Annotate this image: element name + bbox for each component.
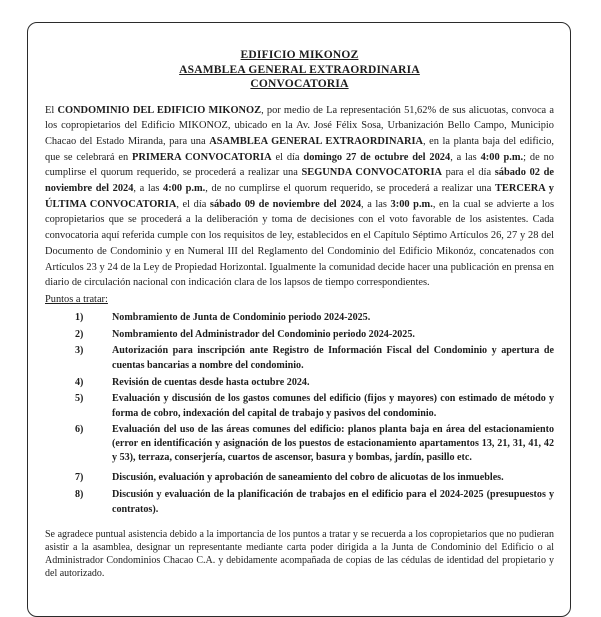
intro-bold-run: 3:00 p.m. — [390, 198, 433, 210]
intro-text-run: ; de no cumplirse el quorum requerido, se procederá a realizar una — [45, 151, 554, 179]
agenda-item — [75, 327, 554, 342]
intro-text-run: , de no cumplirse el quorum requerido, se procederá a realizar una — [205, 183, 495, 195]
agenda-item-text: Discusión y evaluación de la planificación de trabajos en el edificio para el 2024-2025 (presupuestos y contratos). — [112, 488, 554, 515]
agenda-item-number: 8) — [75, 488, 84, 500]
agenda-list — [75, 310, 554, 516]
intro-text-run: , a las — [361, 198, 391, 210]
intro-text-run: , en la cual se advierte a los copropietarios que se procederá a la deliberación y toma de decisiones con el voto favorable de los asistentes. Cada convocatoria aquí referida cumple con los requisitos de ley, establecidos en el Capítulo Séptimo Artículos 26, 27 y 28 del Documento de Condominio y en Numeral III del Reglamento del Condominio del Edificio Mikonóz, concatenados con Artículos 23 y 24 de la Ley de Propiedad Horizontal. Igualmente la comunidad decide hacer una publicación en prensa en diario de circulación nacional con indicación clara de los lapsos de tiempo correspondientes. — [45, 198, 554, 289]
intro-bold-run: TERCERA y ÚLTIMA CONVOCATORIA — [45, 183, 555, 210]
closing-paragraph: Se agradece puntual asistencia debido a la importancia de los puntos a tratar y se recuerda a los copropietarios que no pudieran asistir a la asamblea, designar un representante mediante carta poder dirigida a la Junta de Condominio del Edificio o al Administrador Condominios Chacao C.A. y debidamente acompañada de copias de las cédulas de identidad del propietario y del autorizado. — [45, 528, 554, 580]
intro-bold-run: sábado 02 de noviembre del 2024 — [45, 167, 555, 195]
agenda-heading-text: Puntos a tratar: — [45, 293, 108, 305]
document-content — [28, 23, 570, 581]
agenda-item — [75, 310, 554, 325]
document-border-frame — [27, 22, 571, 617]
agenda-item-text: Autorización para inscripción ante Registro de Información Fiscal del Condominio y apertura de cuentas bancarias a nombre del condominio. — [112, 345, 554, 372]
agenda-item-number: 4) — [75, 376, 84, 388]
agenda-item — [75, 423, 554, 464]
document-title-line-2: ASAMBLEA GENERAL EXTRAORDINARIA — [179, 63, 420, 76]
agenda-item-text: Nombramiento de Junta de Condominio periodo 2024-2025. — [112, 312, 371, 324]
intro-text-run: para el día — [442, 167, 495, 179]
intro-text-run: , por medio de La representación 51,62% de sus alicuotas, convoca a los copropietarios del Edificio MIKONOZ, ubicado en la Av. José Félix Sosa, Urbanización Bello Campo, Municipio Chacao del Estado Miranda, para una — [45, 104, 554, 147]
intro-bold-run: domingo 27 de octubre del 2024 — [303, 151, 451, 163]
agenda-item-text: Discusión, evaluación y aprobación de saneamiento del cobro de alicuotas de los inmuebles. — [112, 472, 504, 484]
agenda-item — [75, 375, 554, 390]
agenda-item — [75, 391, 554, 421]
agenda-item-text: Revisión de cuentas desde hasta octubre 2024. — [112, 376, 310, 388]
document-title — [45, 48, 554, 92]
intro-text-run: , en la planta baja del edificio, que se celebrará en — [45, 135, 554, 163]
intro-text-run: , el día — [176, 198, 210, 210]
intro-bold-run: 4:00 p.m. — [480, 151, 524, 163]
agenda-item-text: Evaluación del uso de las áreas comunes del edificio: planos planta baja en área del estacionamiento (error en identificación y asignación de los puestos de estacionamiento apartamentos 13, 21, 31, 41, 42 y 53), terraza, conserjería, cuartos de ascensor, basura y bombas, jardín, pasillo etc. — [112, 423, 554, 463]
agenda-item-number: 7) — [75, 472, 84, 484]
agenda-item-text: Evaluación y discusión de los gastos comunes del edificio (fijos y mayores) con estimado de método y forma de cobro, indexación del capital de trabajo y pasivos del condominio. — [112, 393, 554, 420]
agenda-item — [75, 487, 554, 517]
intro-text-run: El — [45, 104, 58, 116]
intro-text-run: el día — [271, 151, 304, 163]
document-title-line-3: CONVOCATORIA — [250, 78, 349, 90]
agenda-heading — [45, 292, 554, 308]
agenda-item-number: 2) — [75, 328, 84, 340]
agenda-item — [75, 343, 554, 373]
intro-text-run: , a las — [133, 183, 163, 195]
agenda-item — [75, 470, 554, 485]
agenda-item-number: 1) — [75, 312, 84, 324]
intro-bold-run: ASAMBLEA GENERAL EXTRAORDINARIA — [209, 135, 423, 147]
agenda-item-text: Nombramiento del Administrador del Condominio periodo 2024-2025. — [112, 328, 415, 340]
intro-bold-run: SEGUNDA CONVOCATORIA — [301, 167, 442, 179]
intro-text-run: , a las — [450, 151, 481, 163]
intro-bold-run: 4:00 p.m. — [163, 183, 206, 195]
intro-paragraph — [45, 103, 554, 291]
document-title-line-1: EDIFICIO MIKONOZ — [240, 49, 359, 61]
agenda-item-number: 6) — [75, 423, 84, 435]
intro-bold-run: sábado 09 de noviembre del 2024 — [209, 198, 362, 210]
intro-bold-run: CONDOMINIO DEL EDIFICIO MIKONOZ — [57, 104, 262, 116]
agenda-item-number: 5) — [75, 393, 84, 405]
intro-bold-run: PRIMERA CONVOCATORIA — [132, 151, 272, 163]
agenda-item-number: 3) — [75, 345, 84, 357]
